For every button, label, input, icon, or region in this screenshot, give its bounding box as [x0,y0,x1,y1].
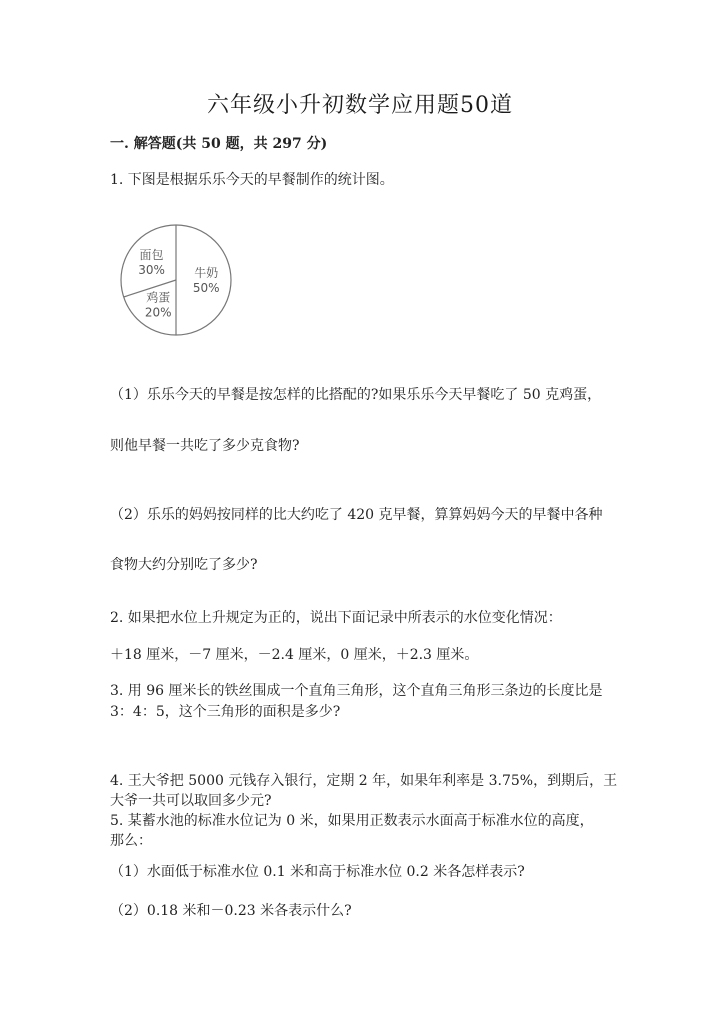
q1-sub2-line1: （2）乐乐的妈妈按同样的比大约吃了 420 克早餐，算算妈妈今天的早餐中各种 [110,507,603,523]
q1-sub1-line1: （1）乐乐今天的早餐是按怎样的比搭配的?如果乐乐今天早餐吃了 50 克鸡蛋， [110,387,602,403]
q3-line1: 3. 用 96 厘米长的铁丝围成一个直角三角形，这个直角三角形三条边的长度比是 [110,683,603,699]
q1-prompt: 1. 下图是根据乐乐今天的早餐制作的统计图。 [110,172,394,188]
q5-line1: 5. 某蓄水池的标准水位记为 0 米，如果用正数表示水面高于标准水位的高度， [110,813,594,829]
q2-values: ＋18 厘米，－7 厘米，－2.4 厘米，0 厘米，＋2.3 厘米。 [110,647,479,663]
section-heading: 一. 解答题(共 50 题，共 297 分) [110,136,328,152]
pie-slice-value: 30% [138,263,165,278]
q3-line2: 3：4：5，这个三角形的面积是多少? [110,704,341,720]
q5-line2: 那么： [110,833,152,849]
page-title: 六年级小升初数学应用题50道 [207,93,513,118]
pie-slice-label: 鸡蛋 [146,290,171,305]
breakfast-pie-chart [116,222,236,342]
q5-sub2: （2）0.18 米和－0.23 米各表示什么? [110,903,352,919]
pie-slice-label: 面包 [139,248,164,263]
q4-line1: 4. 王大爷把 5000 元钱存入银行，定期 2 年，如果年利率是 3.75%，到期后，王 [110,773,618,789]
pie-slice-value: 20% [144,305,172,320]
pie-slice-label: 牛奶 [194,266,219,280]
q1-sub2-line2: 食物大约分别吃了多少? [110,557,258,573]
q1-sub1-line2: 则他早餐一共吃了多少克食物? [110,438,300,454]
q5-sub1: （1）水面低于标准水位 0.1 米和高于标准水位 0.2 米各怎样表示? [110,864,525,880]
q2-prompt: 2. 如果把水位上升规定为正的，说出下面记录中所表示的水位变化情况： [110,610,562,626]
q4-line2: 大爷一共可以取回多少元? [110,793,272,809]
pie-slice-value: 50% [192,281,220,295]
